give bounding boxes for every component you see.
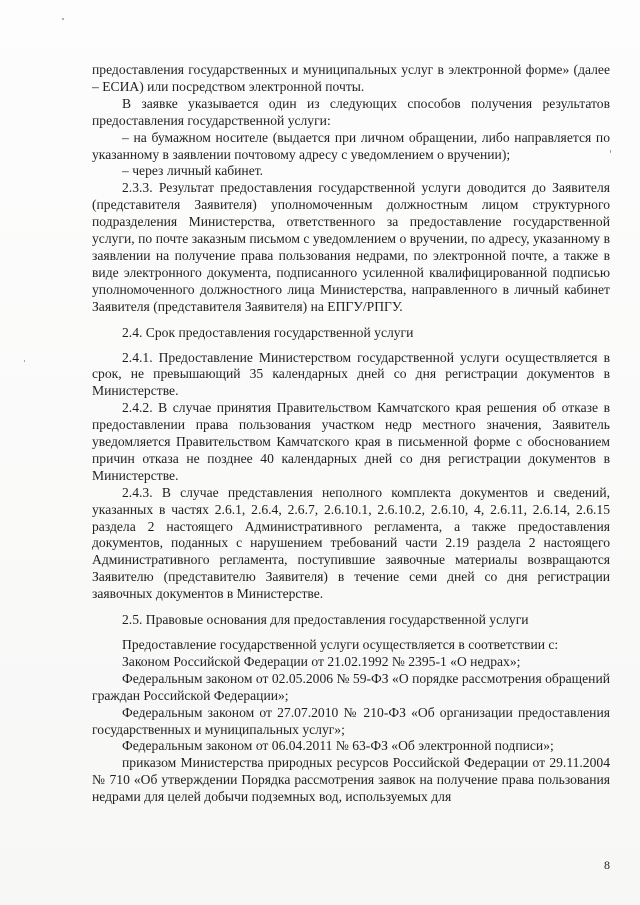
law-item-59fz: Федеральным законом от 02.05.2006 № 59-ФЗ «О порядке рассмотрения обращений граждан Российской Федерации»;: [92, 670, 610, 703]
order-item-710: приказом Министерства природных ресурсов Российской Федерации от 29.11.2004 № 710 «Об утверждении Порядка рассмотрения заявок на получение права пользования недрами для целей добычи подземных вод, используемых для: [92, 755, 610, 805]
list-item-paper: – на бумажном носителе (выдается при личном обращении, либо направляется по указанному в заявлении почтовому адресу с уведомлением о вручении);: [92, 129, 610, 162]
paragraph-2-3-3: 2.3.3. Результат предоставления государственной услуги доводится до Заявителя (представителя Заявителя) уполномоченным должностным лицом структурного подразделения Министерства, ответственного за предоставление государственной услуги, по почте заказным письмом с уведомлением о вручении, по адресу, указанному в заявлении на получение права пользования недрами, по электронной почте, а также в виде электронного документа, подписанного усиленной квалифицированной подписью уполномоченного должностного лица Министерства, направленного в личный кабинет Заявителя (представителя Заявителя) на ЕПГУ/РПГУ.: [92, 180, 610, 314]
page-number: 8: [604, 858, 610, 872]
scan-speck: [24, 360, 25, 362]
law-item-210fz: Федеральным законом от 27.07.2010 № 210-ФЗ «Об организации предоставления государственных и муниципальных услуг»;: [92, 704, 610, 737]
paragraph-esia: предоставления государственных и муниципальных услуг в электронной форме» (далее – ЕСИА) или посредством электронной почты.: [92, 62, 610, 94]
paragraph-result-methods: В заявке указывается один из следующих способов получения результатов предоставления государственной услуги:: [92, 95, 610, 128]
paragraph-2-4-2: 2.4.2. В случае принятия Правительством Камчатского края решения об отказе в предоставлении права пользования участком недр местного значения, Заявитель уведомляется Правительством Камчатского края в письменной форме с обоснованием причин отказа не позднее 40 календарных дней со дня регистрации документов в Министерстве.: [92, 400, 610, 483]
document-body: [92, 62, 610, 806]
section-heading-2-4: 2.4. Срок предоставления государственной услуги: [122, 324, 414, 340]
paragraph-2-4-1: 2.4.1. Предоставление Министерством государственной услуги осуществляется в срок, не превышающий 35 календарных дней со дня регистрации документов в Министерстве.: [92, 349, 610, 399]
paragraph-legal-intro: Предоставление государственной услуги осуществляется в соответствии с:: [122, 637, 559, 652]
scan-speck: [62, 18, 64, 20]
list-item-cabinet: – через личный кабинет.: [122, 163, 264, 179]
paragraph-2-4-3: 2.4.3. В случае представления неполного комплекта документов и сведений, указанных в частях 2.6.1, 2.6.4, 2.6.7, 2.6.10.1, 2.6.10.2, 2.6.10, 4, 2.6.11, 2.6.14, 2.6.15 раздела 2 настоящего Административного регламента, а также предоставления документов, поданных с нарушением требований части 2.19 раздела 2 настоящего Административного регламента, поступившие заявочные материалы возвращаются Заявителю (представителю Заявителя) в течение семи дней со дня регистрации заявочных документов в Министерстве.: [92, 484, 610, 602]
scan-speck: [610, 150, 611, 153]
section-heading-2-5: 2.5. Правовые основания для предоставления государственной услуги: [122, 612, 529, 628]
law-item-nedra: Законом Российской Федерации от 21.02.1992 № 2395-1 «О недрах»;: [122, 653, 521, 669]
law-item-63fz: Федеральным законом от 06.04.2011 № 63-ФЗ «Об электронной подписи»;: [122, 738, 554, 754]
